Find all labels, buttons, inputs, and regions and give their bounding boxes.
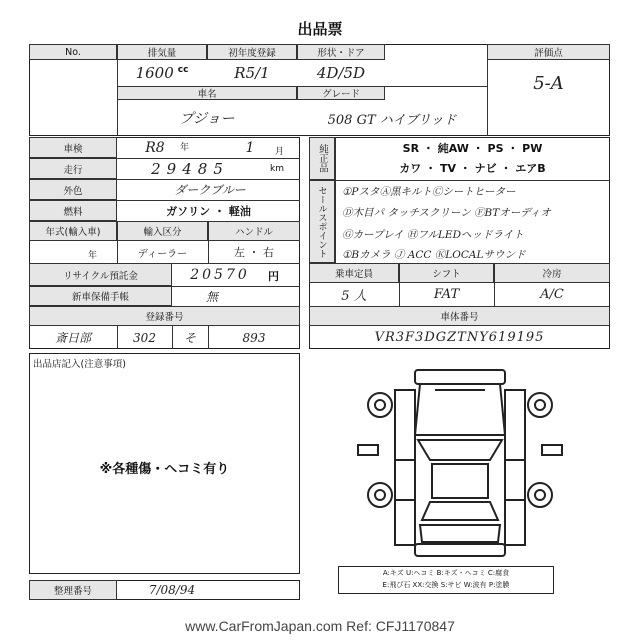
year-unit: 年: [88, 251, 98, 261]
shift-label: シフト: [399, 263, 494, 283]
equipment-line1: SR ・ 純AW ・ PS ・ PW: [402, 142, 543, 155]
maker-value: プジョー: [179, 111, 235, 127]
capacity-value: 5 人: [341, 289, 367, 304]
recycle-label: リサイクル預託金: [29, 263, 172, 286]
sales-point-3: Ⓖカープレイ ⒽフルLEDヘッドライト: [342, 229, 524, 241]
inspection-year-unit: 年: [180, 143, 190, 153]
import-label: 輸入区分: [117, 221, 208, 241]
car-damage-diagram: [340, 360, 580, 560]
displacement-label: 排気量: [117, 44, 207, 60]
plate-kana: そ: [183, 331, 196, 345]
first-reg-value: R5/1: [234, 64, 270, 82]
inspection-month-value: 1: [245, 139, 255, 156]
notes-text: ※各種傷・ヘコミ有り: [99, 462, 230, 477]
capacity-label: 乗車定員: [309, 263, 399, 283]
legend-line2: E:飛び石 XX:交換 S:サビ W:波有 P:塗膜: [382, 581, 510, 589]
displacement-value: 1600: [135, 64, 174, 82]
plate-number: 893: [242, 330, 266, 345]
shape-value: 4D/5D: [316, 64, 366, 82]
equipment-line2: カワ ・ TV ・ ナビ ・ エアB: [399, 162, 546, 175]
inspection-month-unit: 月: [275, 147, 285, 157]
plate-area: 斎日部: [54, 331, 91, 345]
plate-label: 登録番号: [29, 306, 300, 326]
mileage-label: 走行: [29, 158, 117, 179]
inspection-value: R8: [145, 139, 165, 156]
vin-label: 車体番号: [309, 306, 610, 326]
footer-watermark: www.CarFromJapan.com Ref: CFJ1170847: [185, 618, 455, 634]
grade-label: グレード: [297, 86, 385, 100]
recycle-unit: 円: [268, 270, 279, 283]
grade-value: 508 GT ハイブリッド: [327, 112, 457, 128]
no-label: No.: [29, 44, 117, 60]
sales-point-1: ①PスタⒶ黒キルトⒸシートヒーター: [342, 186, 516, 198]
fuel-value: ガソリン ・ 軽油: [166, 204, 251, 218]
stock-label: 整理番号: [29, 580, 117, 600]
handle-value: 左 ・ 右: [234, 246, 274, 259]
shift-value: FAT: [433, 287, 460, 302]
plate-class: 302: [133, 330, 156, 345]
mileage-unit: km: [270, 164, 284, 174]
equipment-label: 純正品: [309, 137, 335, 180]
displacement-row: [118, 60, 206, 86]
model-year-label: 年式(輸入車): [29, 221, 117, 241]
sheet-title: 出品票: [297, 20, 343, 38]
sales-point-2: Ⓓ木目パ タッチスクリーン ⒻBTオーディオ: [342, 207, 551, 219]
sales-points-label: セールスポイント: [309, 180, 335, 263]
recycle-value: 20570: [190, 266, 250, 283]
ac-label: 冷房: [494, 263, 610, 283]
sales-point-4: ①Bカメラ Ⓙ ACC ⓀLOCALサウンド: [342, 249, 526, 261]
color-value: ダークブルー: [174, 183, 246, 197]
vin-value: VR3F3DGZTNY619195: [374, 330, 545, 345]
maker-label: 車名: [117, 86, 297, 100]
stock-value: 7/08/94: [148, 583, 196, 597]
fuel-label: 燃料: [29, 200, 117, 221]
inspection-label: 車検: [29, 137, 117, 158]
handle-label: ハンドル: [208, 221, 300, 241]
first-reg-label: 初年度登録: [207, 44, 297, 60]
import-value: ディーラー: [137, 248, 188, 260]
displacement-unit: cc: [177, 65, 189, 75]
score-value: 5-A: [533, 72, 564, 94]
notes-label: 出品店記入(注意事項): [33, 359, 126, 370]
ac-value: A/C: [540, 287, 564, 302]
mileage-value: 29485: [151, 159, 229, 178]
score-label: 評価点: [487, 44, 610, 60]
color-label: 外色: [29, 179, 117, 200]
manual-value: 無: [205, 289, 218, 304]
legend-line1: A:キズ U:ヘコミ B:キズ・ヘコミ C:腐食: [382, 569, 510, 577]
manual-label: 新車保備手帳: [29, 286, 172, 306]
shape-label: 形状・ドア: [297, 44, 385, 60]
